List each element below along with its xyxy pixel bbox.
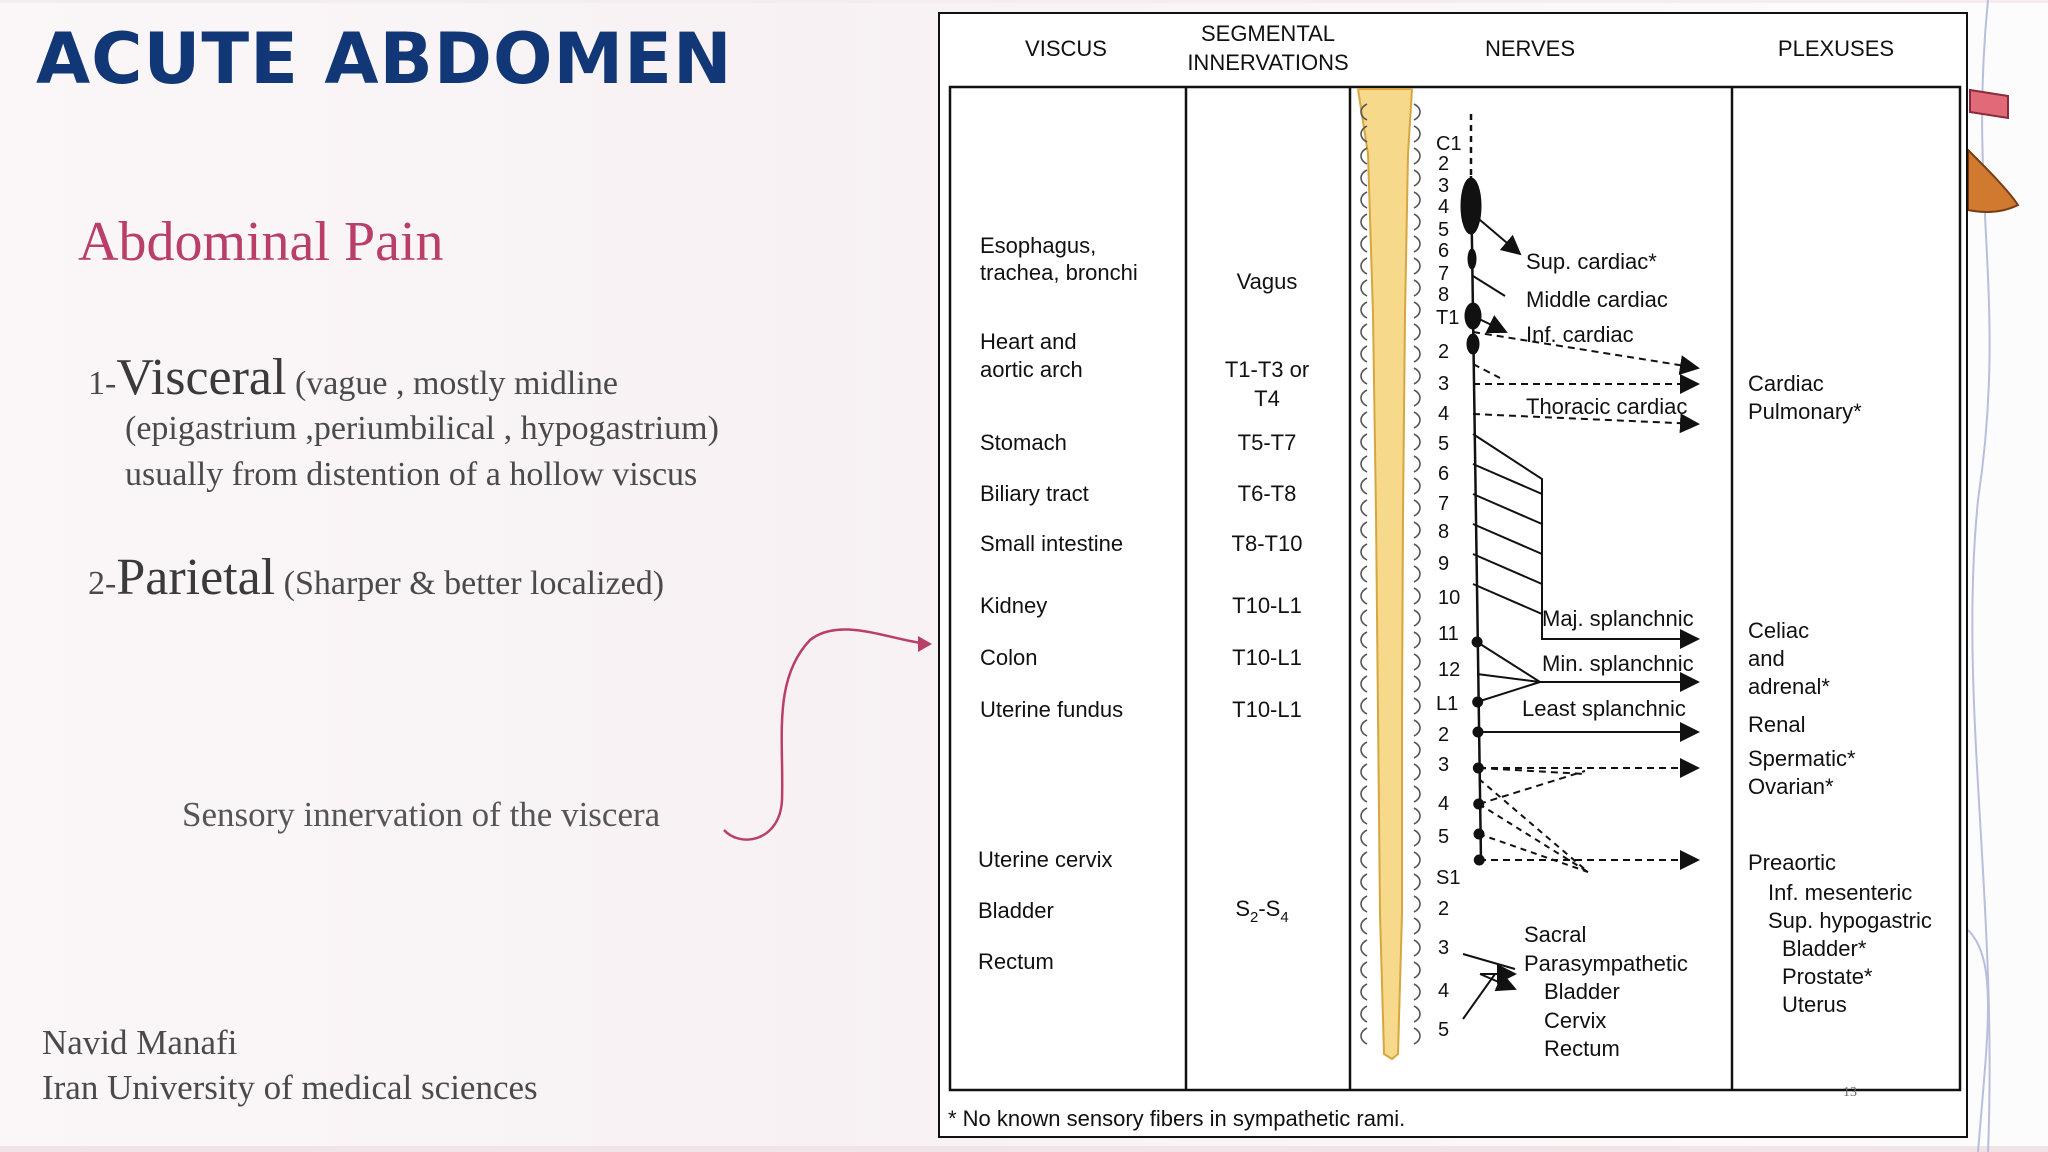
viscus-label: Stomach bbox=[980, 430, 1067, 455]
viscus-label: Biliary tract bbox=[980, 481, 1089, 506]
spinal-level-label: L1 bbox=[1436, 693, 1459, 715]
rootlet-right bbox=[1414, 632, 1420, 648]
plexus-label: Renal bbox=[1748, 712, 1806, 737]
bottom-border bbox=[0, 1146, 2048, 1152]
rootlet-left bbox=[1361, 852, 1367, 868]
plexus-label: Cardiac bbox=[1748, 371, 1824, 396]
rootlet-left bbox=[1361, 192, 1367, 208]
rootlet-left bbox=[1361, 808, 1367, 824]
rootlet-right bbox=[1414, 544, 1420, 560]
sympathetic-chain bbox=[1461, 114, 1484, 865]
viscus-column bbox=[978, 233, 1138, 974]
rootlet-left bbox=[1361, 676, 1367, 692]
rootlet-left bbox=[1361, 148, 1367, 164]
arrowhead bbox=[918, 636, 932, 652]
rootlet-left bbox=[1361, 390, 1367, 406]
spinal-level-label: 6 bbox=[1438, 240, 1450, 262]
author-name: Navid Manafi bbox=[42, 1023, 238, 1062]
rootlet-right bbox=[1414, 654, 1420, 670]
spinal-level-label: 3 bbox=[1438, 937, 1450, 959]
rootlet-left bbox=[1361, 214, 1367, 230]
rootlet-left bbox=[1361, 654, 1367, 670]
segment-label: T10-L1 bbox=[1232, 645, 1302, 670]
innervation-diagram bbox=[940, 14, 1970, 1140]
rootlet-left bbox=[1361, 368, 1367, 384]
spinal-level-label: C1 bbox=[1436, 133, 1462, 155]
spinal-level-label: 3 bbox=[1438, 175, 1450, 197]
point-heading: Visceral bbox=[116, 349, 287, 406]
spinal-level-label: 5 bbox=[1438, 1019, 1450, 1041]
plexus-label: Inf. mesenteric bbox=[1768, 880, 1913, 905]
figure-caption: Sensory innervation of the viscera bbox=[182, 795, 661, 834]
spinal-level-label: 11 bbox=[1438, 623, 1459, 645]
viscus-label: trachea, bronchi bbox=[980, 260, 1138, 285]
plexus-label: adrenal* bbox=[1748, 674, 1830, 699]
rootlet-left bbox=[1361, 698, 1367, 714]
nerve-label: Min. splanchnic bbox=[1542, 651, 1694, 676]
segment-label: T1-T3 or bbox=[1224, 357, 1310, 382]
spinal-level-label: S1 bbox=[1436, 867, 1461, 889]
rootlet-right bbox=[1414, 896, 1420, 912]
segment-label: T6-T8 bbox=[1237, 481, 1297, 506]
spinal-level-label: T1 bbox=[1436, 307, 1460, 329]
nerve-label: Bladder bbox=[1544, 979, 1620, 1004]
point-text: (Sharper & better localized) bbox=[275, 565, 665, 602]
spinal-level-label: 6 bbox=[1438, 463, 1450, 485]
author-affiliation: Iran University of medical sciences bbox=[42, 1068, 538, 1107]
plexus-label: Ovarian* bbox=[1748, 774, 1834, 799]
rootlet-left bbox=[1361, 456, 1367, 472]
slide-title: ACUTE ABDOMEN bbox=[36, 18, 733, 100]
rootlet-right bbox=[1414, 962, 1420, 978]
rootlet-right bbox=[1414, 918, 1420, 934]
rootlet-left bbox=[1361, 1006, 1367, 1022]
rootlet-right bbox=[1414, 258, 1420, 274]
point-text: (vague , mostly midline bbox=[286, 365, 618, 402]
rootlet-right bbox=[1414, 500, 1420, 516]
rootlet-left bbox=[1361, 258, 1367, 274]
header-segmental: SEGMENTAL bbox=[1200, 21, 1336, 46]
innervation-table-figure bbox=[938, 12, 1968, 1138]
rootlet-right bbox=[1414, 764, 1420, 780]
slide-subtitle: Abdominal Pain bbox=[78, 211, 444, 273]
spinal-level-label: 3 bbox=[1438, 373, 1450, 395]
background-decoration bbox=[1968, 0, 2048, 1152]
nerve-label: Rectum bbox=[1544, 1036, 1620, 1061]
rootlet-right bbox=[1414, 104, 1420, 120]
rootlet-left bbox=[1361, 962, 1367, 978]
rootlet-right bbox=[1414, 566, 1420, 582]
spinal-level-label: 8 bbox=[1438, 284, 1450, 306]
plexus-label: Spermatic* bbox=[1748, 746, 1856, 771]
viscus-label: Uterine fundus bbox=[980, 697, 1124, 722]
spinal-levels bbox=[1436, 133, 1462, 1041]
arrow-curve bbox=[724, 629, 928, 839]
header-nerves: NERVES bbox=[1484, 36, 1576, 61]
spinal-level-label: 4 bbox=[1438, 980, 1450, 1002]
spinal-level-label: 4 bbox=[1438, 793, 1450, 815]
top-border bbox=[0, 0, 2048, 3]
nerve-labels bbox=[1522, 249, 1694, 1061]
nerve-label: Middle cardiac bbox=[1526, 287, 1668, 312]
plexus-label: Preaortic bbox=[1748, 850, 1837, 875]
rootlet-left bbox=[1361, 478, 1367, 494]
segment-label: T5-T7 bbox=[1237, 430, 1297, 455]
spinal-level-label: 9 bbox=[1438, 553, 1450, 575]
nerve-label: Sup. cardiac* bbox=[1526, 249, 1657, 274]
nerve-label: Parasympathetic bbox=[1524, 951, 1688, 976]
cord-body bbox=[1358, 89, 1412, 1059]
rootlet-right bbox=[1414, 588, 1420, 604]
nerve-label: Maj. splanchnic bbox=[1542, 606, 1694, 631]
rootlet-left bbox=[1361, 412, 1367, 428]
rootlet-right bbox=[1414, 610, 1420, 626]
rootlet-right bbox=[1414, 412, 1420, 428]
rootlet-left bbox=[1361, 830, 1367, 846]
nerve-label: Cervix bbox=[1544, 1008, 1607, 1033]
header-viscus: VISCUS bbox=[1025, 36, 1107, 61]
rootlet-left bbox=[1361, 940, 1367, 956]
segment-label-sacral: $S_2-S_4$ bbox=[1235, 896, 1289, 926]
segment-label: T8-T10 bbox=[1231, 531, 1303, 556]
point-visceral bbox=[88, 348, 618, 407]
plexus-label: Uterus bbox=[1782, 992, 1847, 1017]
rootlet-left bbox=[1361, 522, 1367, 538]
rootlet-left bbox=[1361, 500, 1367, 516]
rootlet-right bbox=[1414, 1006, 1420, 1022]
plexus-label: and bbox=[1748, 646, 1785, 671]
author-block bbox=[42, 1020, 538, 1110]
rootlet-right bbox=[1414, 170, 1420, 186]
spinal-cord bbox=[1358, 89, 1420, 1059]
rootlet-right bbox=[1414, 808, 1420, 824]
rootlet-left bbox=[1361, 170, 1367, 186]
rootlet-left bbox=[1361, 720, 1367, 736]
viscus-label: Uterine cervix bbox=[978, 847, 1113, 872]
spinal-level-label: 7 bbox=[1438, 263, 1450, 285]
point-visceral-line3: usually from distention of a hollow viscus bbox=[125, 456, 698, 493]
rootlet-right bbox=[1414, 478, 1420, 494]
point-number: 2- bbox=[88, 565, 117, 602]
rootlet-left bbox=[1361, 324, 1367, 340]
spinal-level-label: 4 bbox=[1438, 403, 1450, 425]
rootlet-right bbox=[1414, 522, 1420, 538]
rootlet-right bbox=[1414, 456, 1420, 472]
rootlet-left bbox=[1361, 434, 1367, 450]
rootlet-left bbox=[1361, 566, 1367, 582]
spinal-level-label: 2 bbox=[1438, 153, 1450, 175]
segment-label: T10-L1 bbox=[1232, 697, 1302, 722]
viscus-label: Kidney bbox=[980, 593, 1048, 618]
rootlet-right bbox=[1414, 434, 1420, 450]
rootlet-left bbox=[1361, 786, 1367, 802]
rootlet-right bbox=[1414, 192, 1420, 208]
spinal-level-label: 2 bbox=[1438, 724, 1450, 746]
rootlet-right bbox=[1414, 786, 1420, 802]
viscus-label: aortic arch bbox=[980, 357, 1083, 382]
rootlet-right bbox=[1414, 940, 1420, 956]
plexus-label: Sup. hypogastric bbox=[1768, 908, 1932, 933]
viscus-label: Rectum bbox=[978, 949, 1054, 974]
nerve-label: Inf. cardiac bbox=[1526, 322, 1634, 347]
spinal-level-label: 8 bbox=[1438, 521, 1450, 543]
point-number: 1- bbox=[88, 365, 117, 402]
figure-footnote: * No known sensory fibers in sympathetic rami. bbox=[948, 1106, 1406, 1131]
plexus-label: Celiac bbox=[1748, 618, 1810, 643]
plexus-labels bbox=[1748, 371, 1932, 1017]
rootlet-right bbox=[1414, 852, 1420, 868]
spinal-level-label: 2 bbox=[1438, 898, 1450, 920]
nerve-label: Least splanchnic bbox=[1522, 696, 1686, 721]
rootlet-left bbox=[1361, 632, 1367, 648]
rootlet-right bbox=[1414, 742, 1420, 758]
ganglion-superior bbox=[1461, 178, 1481, 234]
rootlet-left bbox=[1361, 588, 1367, 604]
rootlet-right bbox=[1414, 280, 1420, 296]
rootlet-left bbox=[1361, 544, 1367, 560]
rootlet-left bbox=[1361, 984, 1367, 1000]
spinal-level-label: 4 bbox=[1438, 196, 1450, 218]
rootlet-right bbox=[1414, 720, 1420, 736]
rootlet-left bbox=[1361, 896, 1367, 912]
nerve-label: Thoracic cardiac bbox=[1526, 394, 1688, 419]
rootlet-left bbox=[1361, 918, 1367, 934]
rootlet-right bbox=[1414, 346, 1420, 362]
rootlet-right bbox=[1414, 214, 1420, 230]
spinal-level-label: 7 bbox=[1438, 493, 1450, 515]
rootlet-left bbox=[1361, 346, 1367, 362]
viscus-label: Colon bbox=[980, 645, 1038, 670]
rootlet-left bbox=[1361, 742, 1367, 758]
rootlet-right bbox=[1414, 1028, 1420, 1044]
rootlet-right bbox=[1414, 302, 1420, 318]
rootlet-left bbox=[1361, 236, 1367, 252]
spinal-level-label: 5 bbox=[1438, 219, 1450, 241]
point-heading: Parietal bbox=[116, 549, 276, 606]
viscus-label: Esophagus, bbox=[980, 233, 1097, 258]
ganglion bbox=[1467, 334, 1479, 354]
rootlet-right bbox=[1414, 148, 1420, 164]
spinal-level-label: 5 bbox=[1438, 826, 1450, 848]
rootlet-left bbox=[1361, 280, 1367, 296]
point-visceral-line2: (epigastrium ,periumbilical , hypogastrium) bbox=[125, 410, 719, 447]
ganglion-middle bbox=[1468, 249, 1476, 269]
rootlet-right bbox=[1414, 126, 1420, 142]
spinal-level-label: 10 bbox=[1438, 587, 1461, 609]
segment-label: T4 bbox=[1254, 386, 1280, 411]
segmental-column bbox=[1225, 269, 1309, 926]
rootlet-right bbox=[1414, 390, 1420, 406]
segment-label: Vagus bbox=[1236, 269, 1298, 294]
rootlet-left bbox=[1361, 874, 1367, 890]
plexus-label: Pulmonary* bbox=[1748, 399, 1862, 424]
caption-arrow bbox=[700, 620, 940, 860]
rootlet-right bbox=[1414, 236, 1420, 252]
spinal-level-label: 5 bbox=[1438, 433, 1450, 455]
rootlet-left bbox=[1361, 610, 1367, 626]
rootlet-left bbox=[1361, 1028, 1367, 1044]
rootlet-right bbox=[1414, 830, 1420, 846]
plexus-label: Prostate* bbox=[1782, 964, 1873, 989]
rootlet-right bbox=[1414, 676, 1420, 692]
header-plexuses: PLEXUSES bbox=[1777, 36, 1895, 61]
rootlet-left bbox=[1361, 302, 1367, 318]
spinal-level-label: 12 bbox=[1438, 659, 1461, 681]
rootlet-right bbox=[1414, 698, 1420, 714]
spinal-level-label: 2 bbox=[1438, 341, 1450, 363]
rootlet-right bbox=[1414, 368, 1420, 384]
viscus-label: Heart and bbox=[980, 329, 1077, 354]
viscus-label: Bladder bbox=[978, 898, 1054, 923]
point-parietal bbox=[88, 548, 664, 607]
rootlet-right bbox=[1414, 984, 1420, 1000]
segment-label: T10-L1 bbox=[1232, 593, 1302, 618]
header-innervations: INNERVATIONS bbox=[1187, 50, 1349, 75]
spinal-level-label: 3 bbox=[1438, 754, 1450, 776]
plexus-label: Bladder* bbox=[1782, 936, 1867, 961]
rootlet-left bbox=[1361, 764, 1367, 780]
page-number: 13 bbox=[1843, 1085, 1857, 1100]
nerve-label: Sacral bbox=[1524, 922, 1587, 947]
rootlet-right bbox=[1414, 874, 1420, 890]
rootlet-right bbox=[1414, 324, 1420, 340]
viscus-label: Small intestine bbox=[980, 531, 1124, 556]
